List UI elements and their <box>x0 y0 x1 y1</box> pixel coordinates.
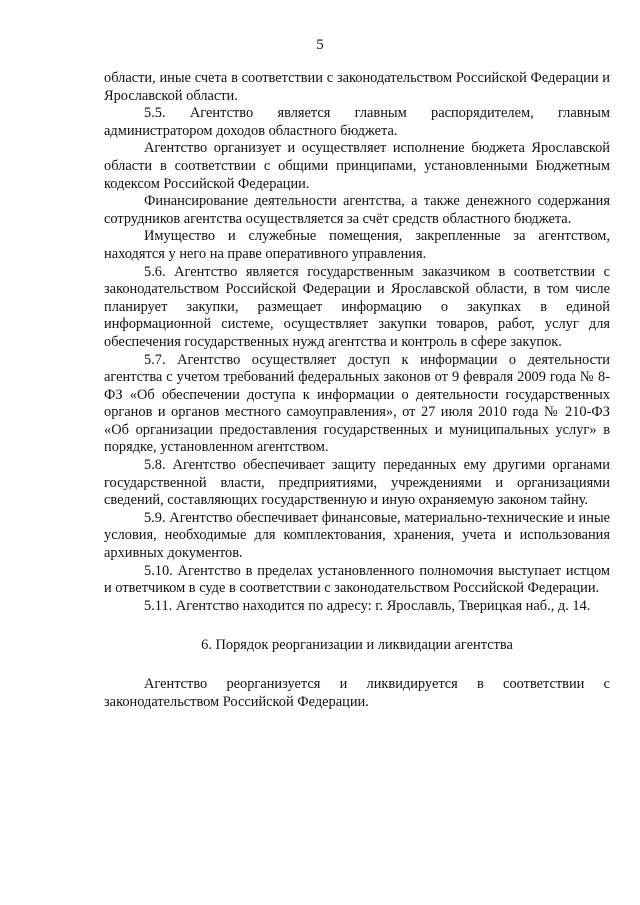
paragraph-property: Имущество и служебные помещения, закрепленные за агентством, находятся у него на праве оперативного управления. <box>104 228 610 262</box>
paragraph-5-6: 5.6. Агентство является государственным заказчиком в соответствии с законодательством Российской Федерации и Ярославской области, в том числе планирует закупки, размещает информацию о закупках в единой информационной системе, осуществляет закупки товаров, работ, услуг для обеспечения государственных нужд агентства и контроль в сфере закупок. <box>104 263 610 350</box>
paragraph-budget-execution: Агентство организует и осуществляет исполнение бюджета Ярославской области в соответствии с общими принципами, установленными Бюджетным кодексом Российской Федерации. <box>104 140 610 192</box>
paragraph-5-10: 5.10. Агентство в пределах установленного полномочия выступает истцом и ответчиком в суде в соответствии с законодательством Российской Федерации. <box>104 562 610 597</box>
page-number: 5 <box>316 37 324 53</box>
paragraph-5-9: 5.9. Агентство обеспечивает финансовые, материально-технические и иные условия, необходимые для комплектования, хранения, учета и использования архивных документов. <box>104 509 610 562</box>
paragraph-5-8: 5.8. Агентство обеспечивает защиту переданных ему другими органами государственной власти, предприятиями, учреждениями и организациями сведений, составляющих государственную и иную охраняемую законом тайну. <box>104 457 610 509</box>
paragraph-5-7: 5.7. Агентство осуществляет доступ к информации о деятельности агентства с учетом требований федеральных законов от 9 февраля 2009 года № 8-ФЗ «Об обеспечении доступа к информации о деятельности государственных органов и органов местного самоуправления», от 27 июля 2010 года № 210-ФЗ «Об организации предоставления государственных и муниципальных услуг» в порядке, установленном агентством. <box>104 351 610 456</box>
paragraph-5-11: 5.11. Агентство находится по адресу: г. Ярославль, Тверицкая наб., д. 14. <box>144 597 591 614</box>
paragraph-reorganization: Агентство реорганизуется и ликвидируется в соответствии с законодательством Российской Федерации. <box>104 676 610 710</box>
paragraph-financing: Финансирование деятельности агентства, а также денежного содержания сотрудников агентства осуществляется за счёт средств областного бюджета. <box>104 193 610 227</box>
section-heading: 6. Порядок реорганизации и ликвидации агентства <box>201 637 513 654</box>
paragraph-continuation: области, иные счета в соответствии с законодательством Российской Федерации и Ярославской области. <box>104 70 610 104</box>
paragraph-5-5: 5.5. Агентство является главным распорядителем, главным администратором доходов областного бюджета. <box>104 105 610 139</box>
document-body <box>104 70 610 711</box>
